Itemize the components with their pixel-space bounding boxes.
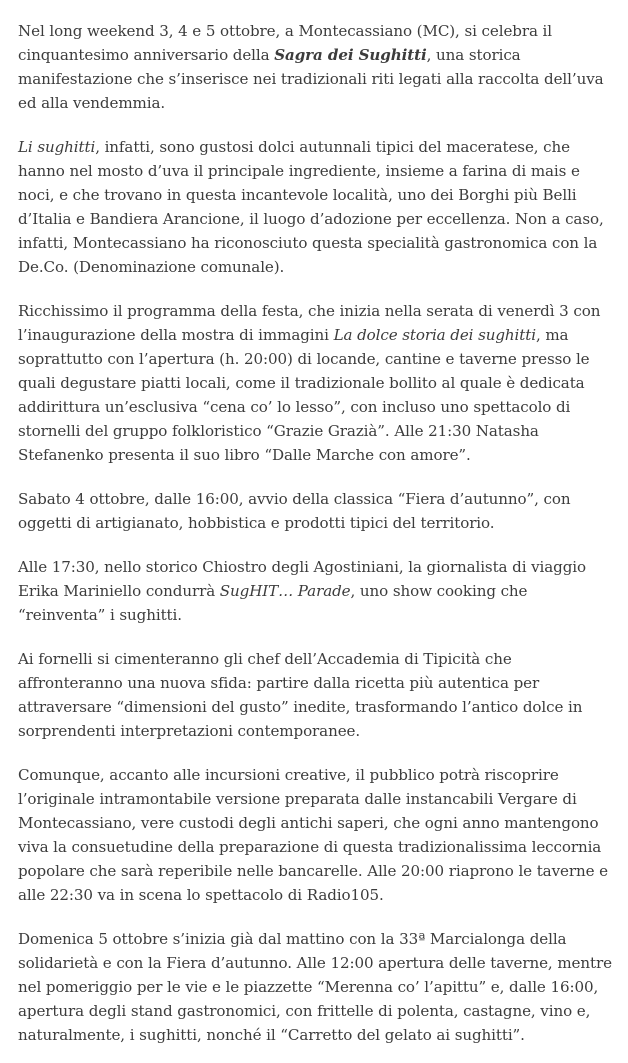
show-cooking-text-end: , uno show cooking che “reinventa” i sughitti. [18,582,528,624]
paragraph-intro [18,19,612,115]
friday-text-end: , ma soprattutto con l’apertura (h. 20:00) di locande, cantine e taverne presso le quali degustare piatti locali, come il tradizionale bollito al quale è dedicata addirittura un’esclusiva “cena co’ lo lesso”, con incluso uno spettacolo di stornelli del gruppo folkloristico “Grazie Grazià”. Alle 21:30 Natasha Stefanenko presenta il suo libro “Dalle Marche con amore”. [18,326,590,464]
show-cooking-text-start: Alle 17:30, nello storico Chiostro degli Agostiniani, la giornalista di viaggio Erika Mariniello condurrà [18,558,587,600]
paragraph-vergare [18,763,612,907]
intro-text-end: , una storica manifestazione che s’inserisce nei tradizionali riti legati alla raccolta dell’uva ed alla vendemmia. [18,46,604,112]
show-title: SugHIT… Parade [219,582,351,600]
paragraph-sughitti-description [18,135,612,279]
festival-name: Sagra dei Sughitti [274,46,427,64]
paragraph-chefs [18,647,612,743]
friday-text-start: Ricchissimo il programma della festa, che inizia nella serata di venerdì 3 con l’inaugurazione della mostra di immagini [18,302,601,344]
chefs-text: Ai fornelli si cimenteranno gli chef dell’Accademia di Tipicità che affronteranno una nuova sfida: partire dalla ricetta più autentica per attraversare “dimensioni del gusto” inedite, trasformando l’antico dolce in sorprendenti interpretazioni contemporanee. [18,650,583,740]
paragraph-sunday-program [18,927,612,1047]
paragraph-saturday-fair [18,487,612,535]
saturday-fair-text: Sabato 4 ottobre, dalle 16:00, avvio della classica “Fiera d’autunno”, con oggetti di artigianato, hobbistica e prodotti tipici del territorio. [18,490,571,532]
exhibition-title: La dolce storia dei sughitti [333,326,536,344]
paragraph-show-cooking [18,555,612,627]
paragraph-friday-program [18,299,612,467]
intro-text-start: Nel long weekend 3, 4 e 5 ottobre, a Montecassiano (MC), si celebra il cinquantesimo anniversario della [18,22,553,64]
vergare-text: Comunque, accanto alle incursioni creative, il pubblico potrà riscoprire l’originale intramontabile versione preparata dalle instancabili Vergare di Montecassiano, vere custodi degli antichi saperi, che ogni anno mantengono viva la consuetudine della preparazione di questa tradizionalissima leccornia popolare che sarà reperibile nelle bancarelle. Alle 20:00 riaprono le taverne e alle 22:30 va in scena lo spettacolo di Radio105. [18,766,608,904]
sughitti-description-text: , infatti, sono gustosi dolci autunnali tipici del maceratese, che hanno nel mosto d’uva il principale ingrediente, insieme a farina di mais e noci, e che trovano in questa incantevole località, uno dei Borghi più Belli d’Italia e Bandiera Arancione, il luogo d’adozione per eccellenza. Non a caso, infatti, Montecassiano ha riconosciuto questa specialità gastronomica con la De.Co. (Denominazione comunale). [18,138,604,276]
sughitti-term: Li sughitti [18,138,96,156]
sunday-text: Domenica 5 ottobre s’inizia già dal mattino con la 33ª Marcialonga della solidarietà e con la Fiera d’autunno. Alle 12:00 apertura delle taverne, mentre nel pomeriggio per le vie e le piazzette “Merenna co’ l’apittu” e, dalle 16:00, apertura degli stand gastronomici, con frittelle di polenta, castagne, vino e, naturalmente, i sughitti, nonché il “Carretto del gelato ai sughitti”. [18,930,612,1044]
